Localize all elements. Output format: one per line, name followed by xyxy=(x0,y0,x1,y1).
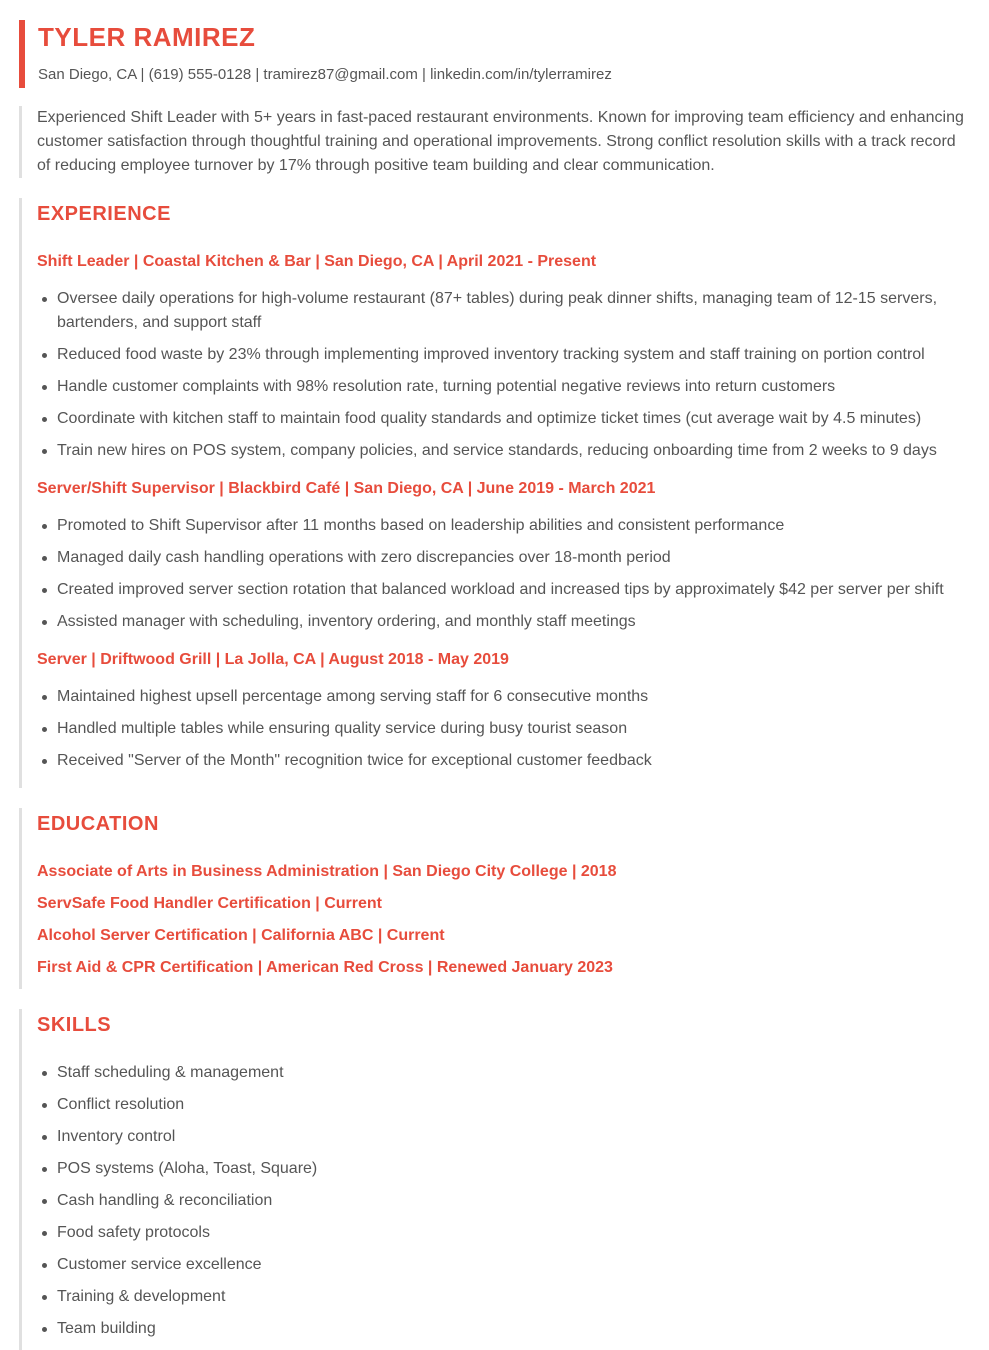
resume-header xyxy=(19,20,965,88)
job-bullet: Managed daily cash handling operations with zero discrepancies over 18-month period xyxy=(37,546,965,570)
skill-item: Team building xyxy=(37,1317,965,1341)
job-bullet: Handle customer complaints with 98% resolution rate, turning potential negative reviews into return customers xyxy=(37,375,965,399)
education-item: Associate of Arts in Business Administration | San Diego City College | 2018 xyxy=(37,863,617,880)
job-bullet-list xyxy=(37,685,965,773)
job-bullet: Train new hires on POS system, company policies, and service standards, reducing onboarding time from 2 weeks to 9 days xyxy=(37,439,965,463)
skill-item: Inventory control xyxy=(37,1125,965,1149)
education-item: ServSafe Food Handler Certification | Current xyxy=(37,895,382,912)
education-items xyxy=(37,860,965,980)
skill-item: Training & development xyxy=(37,1285,965,1309)
job-bullet-list xyxy=(37,514,965,634)
job-title: Server/Shift Supervisor | Blackbird Café | San Diego, CA | June 2019 - March 2021 xyxy=(37,480,656,497)
job-bullet: Coordinate with kitchen staff to maintain food quality standards and optimize ticket times (cut average wait by 4.5 minutes) xyxy=(37,407,965,431)
skills-heading: SKILLS xyxy=(37,1014,112,1036)
job-bullet: Created improved server section rotation that balanced workload and increased tips by approximately $42 per server per shift xyxy=(37,578,965,602)
job-bullet: Maintained highest upsell percentage among serving staff for 6 consecutive months xyxy=(37,685,965,709)
experience-heading: EXPERIENCE xyxy=(37,203,171,225)
job-bullet: Reduced food waste by 23% through implementing improved inventory tracking system and staff training on portion control xyxy=(37,343,965,367)
job-bullet: Promoted to Shift Supervisor after 11 months based on leadership abilities and consistent performance xyxy=(37,514,965,538)
job-bullet: Assisted manager with scheduling, inventory ordering, and monthly staff meetings xyxy=(37,610,965,634)
job-bullet: Handled multiple tables while ensuring quality service during busy tourist season xyxy=(37,717,965,741)
job-bullet: Received "Server of the Month" recognition twice for exceptional customer feedback xyxy=(37,749,965,773)
job-bullet: Oversee daily operations for high-volume restaurant (87+ tables) during peak dinner shifts, managing team of 12-15 servers, bartenders, and support staff xyxy=(37,287,965,335)
job-bullet-list xyxy=(37,287,965,463)
skills-list xyxy=(37,1061,965,1341)
candidate-name: TYLER RAMIREZ xyxy=(38,22,256,52)
job-entry xyxy=(37,477,965,634)
education-item: First Aid & CPR Certification | American Red Cross | Renewed January 2023 xyxy=(37,959,613,976)
skill-item: Food safety protocols xyxy=(37,1221,965,1245)
education-item: Alcohol Server Certification | California ABC | Current xyxy=(37,927,445,944)
skills-section xyxy=(19,1009,965,1350)
experience-section xyxy=(19,198,965,788)
skill-item: Staff scheduling & management xyxy=(37,1061,965,1085)
skill-item: Cash handling & reconciliation xyxy=(37,1189,965,1213)
job-entry xyxy=(37,250,965,463)
job-title: Server | Driftwood Grill | La Jolla, CA | August 2018 - May 2019 xyxy=(37,651,509,668)
jobs-container xyxy=(37,250,965,773)
education-section xyxy=(19,808,965,989)
skill-item: POS systems (Aloha, Toast, Square) xyxy=(37,1157,965,1181)
job-entry xyxy=(37,648,965,773)
summary-paragraph: Experienced Shift Leader with 5+ years in fast-paced restaurant environments. Known for improving team efficiency and enhancing customer satisfaction through thoughtful training and operational improvements. Strong conflict resolution skills with a track record of reducing employee turnover by 17% through positive team building and clear communication. xyxy=(19,106,965,178)
skill-item: Conflict resolution xyxy=(37,1093,965,1117)
skill-item: Customer service excellence xyxy=(37,1253,965,1277)
job-title: Shift Leader | Coastal Kitchen & Bar | San Diego, CA | April 2021 - Present xyxy=(37,253,597,270)
contact-line: San Diego, CA | (619) 555-0128 | tramirez87@gmail.com | linkedin.com/in/tylerramirez xyxy=(38,66,612,83)
education-heading: EDUCATION xyxy=(37,813,159,835)
